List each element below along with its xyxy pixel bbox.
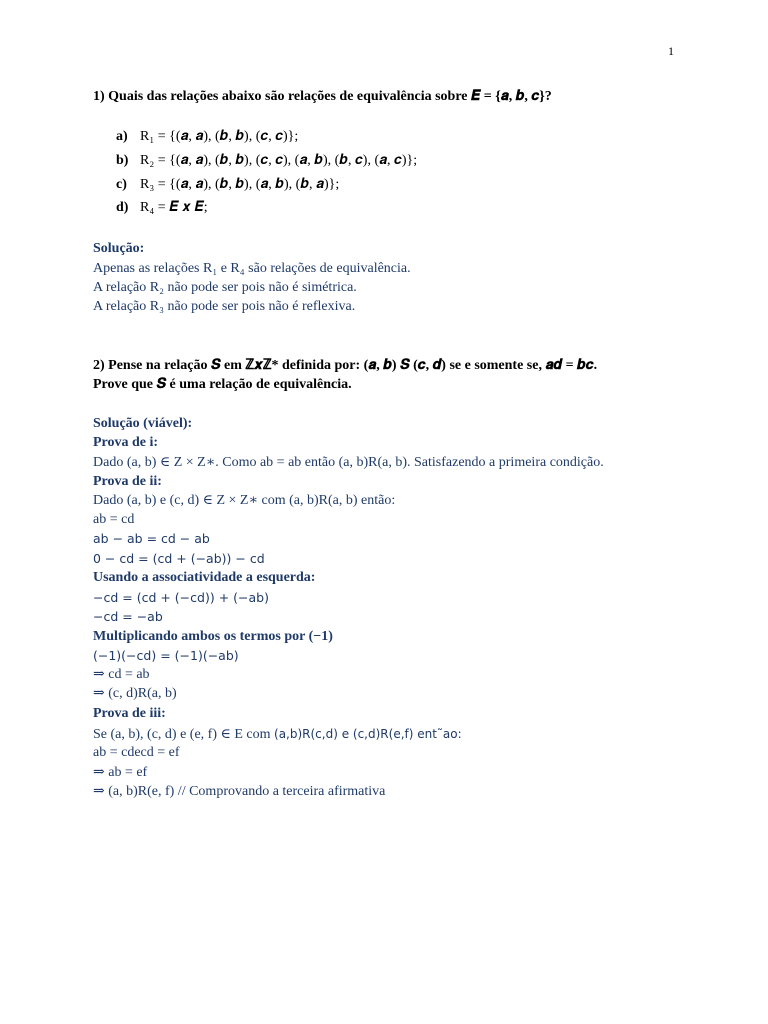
proof-iii-title: Prova de iii: (93, 706, 166, 721)
proof-ii-subtitle: Multiplicando ambos os termos por (−1) (93, 629, 333, 644)
page-number: 1 (668, 44, 674, 58)
q1-solution-title: Solução: (93, 241, 145, 256)
proof-i-text: Dado (a, b) ∈ Z × Z∗. Como ab = ab então (a, b)R(a, b). Satisfazendo a primeira condição. (93, 455, 604, 470)
proof-iii-text: Se (a, b), (c, d) e (e, f) ∈ E com (93, 727, 275, 742)
proof-iii-line (93, 725, 462, 744)
proof-iii-line: ⇒ (a, b)R(e, f) // Comprovando a terceira afirmativa (93, 784, 386, 799)
proof-ii-line: 0 − cd = (cd + (−ab)) − cd (93, 551, 265, 566)
item-label: d) (116, 200, 129, 215)
proof-ii-line: ⇒ cd = ab (93, 667, 150, 682)
item-text: R₃ = {(𝒂, 𝒂), (𝒃, 𝒃), (𝒂, 𝒃), (𝒃, 𝒂)}; (140, 177, 340, 192)
proof-ii-line: ⇒ (c, d)R(a, b) (93, 686, 177, 701)
item-text: R₁ = {(𝒂, 𝒂), (𝒃, 𝒃), (𝒄, 𝒄)}; (140, 129, 299, 144)
q1-solution-line: Apenas as relações R₁ e R₄ são relações de equivalência. (93, 261, 411, 276)
proof-iii-text: (a,b)R(c,d) e (c,d)R(e,f) ent˜ao: (274, 727, 462, 741)
item-label: a) (116, 129, 128, 144)
q1-item-a (116, 128, 298, 146)
proof-ii-title: Prova de ii: (93, 474, 162, 489)
q1-item-b (116, 152, 417, 170)
q1-item-c (116, 176, 339, 194)
question-2-line-2: Prove que 𝑺 é uma relação de equivalência. (93, 377, 352, 392)
proof-iii-line: ⇒ ab = ef (93, 765, 148, 780)
item-text: R₄ = 𝑬 𝒙 𝑬; (140, 200, 208, 215)
proof-ii-line: (−1)(−cd) = (−1)(−ab) (93, 648, 239, 663)
proof-ii-line: ab − ab = cd − ab (93, 531, 210, 546)
proof-ii-line: −cd = −ab (93, 609, 163, 624)
question-1: 1) Quais das relações abaixo são relações de equivalência sobre 𝑬 = {𝒂, 𝒃, 𝒄}? (93, 89, 552, 104)
proof-iii-line: ab = cdecd = ef (93, 745, 180, 760)
proof-ii-line: ab = cd (93, 512, 135, 527)
proof-i-title: Prova de i: (93, 435, 159, 450)
question-2-line-1: 2) Pense na relação 𝑺 em ℤ𝒙ℤ* definida por: (𝒂, 𝒃) 𝑺 (𝒄, 𝒅) se e somente se, 𝒂𝒅 = 𝒃𝒄. (93, 358, 598, 373)
q1-solution-line: A relação R₃ não pode ser pois não é reflexiva. (93, 299, 356, 314)
item-label: b) (116, 153, 129, 168)
proof-ii-line: Dado (a, b) e (c, d) ∈ Z × Z∗ com (a, b)R(a, b) então: (93, 493, 396, 508)
proof-ii-subtitle: Usando a associatividade a esquerda: (93, 570, 316, 585)
q1-solution-line: A relação R₂ não pode ser pois não é simétrica. (93, 280, 357, 295)
proof-ii-line: −cd = (cd + (−cd)) + (−ab) (93, 590, 269, 605)
item-label: c) (116, 177, 127, 192)
item-text: R₂ = {(𝒂, 𝒂), (𝒃, 𝒃), (𝒄, 𝒄), (𝒂, 𝒃), (𝒃, 𝒄), (𝒂, 𝒄)}; (140, 153, 418, 168)
q1-item-d (116, 199, 208, 217)
q2-solution-title: Solução (viável): (93, 416, 193, 431)
